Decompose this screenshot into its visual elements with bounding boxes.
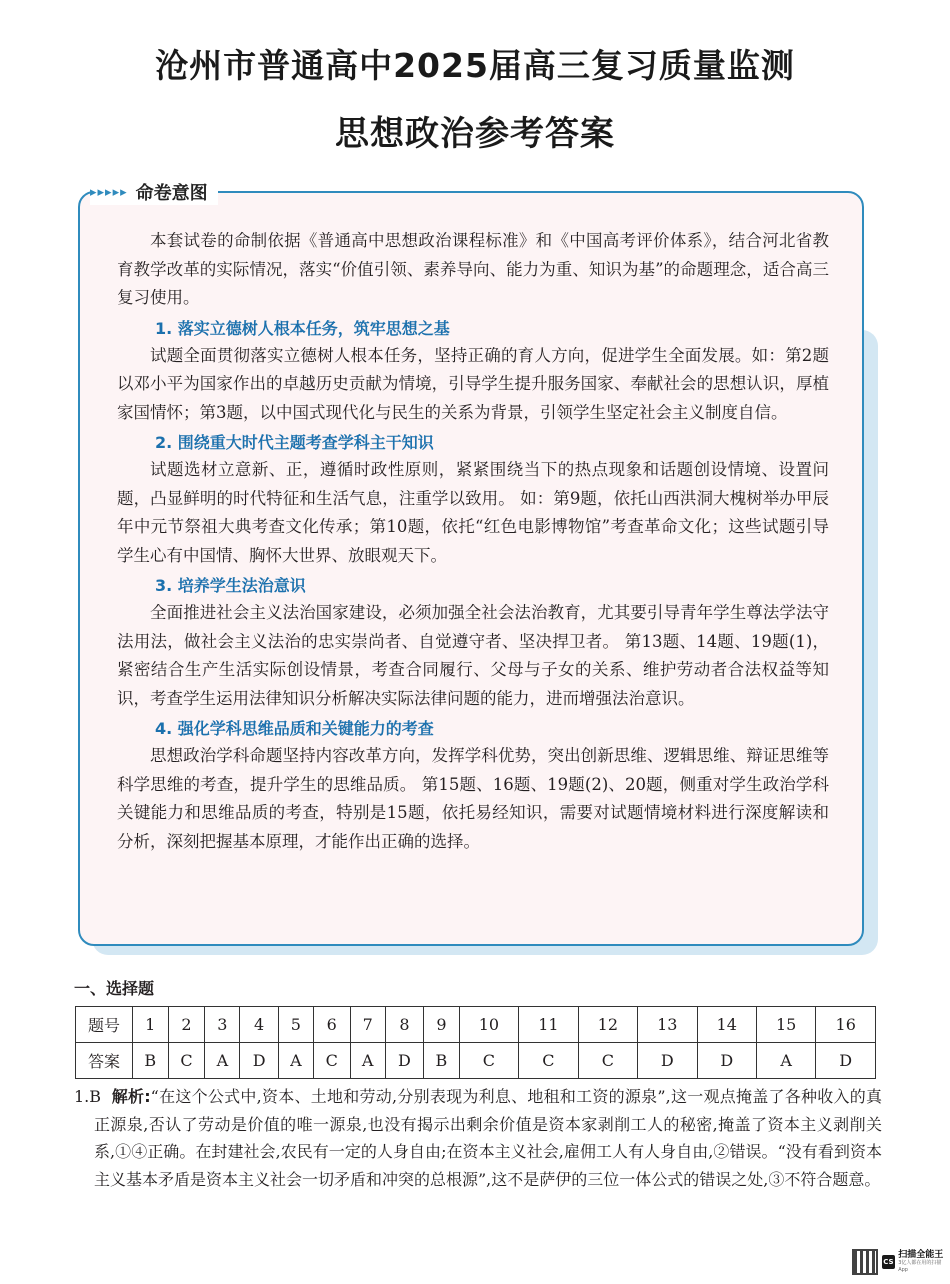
q-answer: D bbox=[638, 1043, 697, 1079]
q-num: 9 bbox=[424, 1007, 460, 1043]
scanner-watermark bbox=[852, 1249, 950, 1275]
q-num: 6 bbox=[313, 1007, 350, 1043]
q-num: 5 bbox=[278, 1007, 313, 1043]
analysis-text: “在这个公式中,资本、土地和劳动,分别表现为利息、地租和工资的源泉”,这一观点掩盖了各种收入的真正源泉,否认了劳动是价值的唯一源泉,也没有揭示出剩余价值是资本家剥削工人的秘密,掩盖了资本主义剥削关系,①④正确。在封建社会,农民有一定的人身自由;在资本主义社会,雇佣工人有人身自由,②错误。“没有看到资本主义基本矛盾是资本主义社会一切矛盾和冲突的总根源”,这不是萨伊的三位一体公式的错误之处,③不符合题意。 bbox=[94, 1087, 883, 1189]
answer-row bbox=[76, 1043, 876, 1079]
title-line-1: 沧州市普通高中2025届高三复习质量监测 bbox=[155, 46, 795, 85]
analysis-q1 bbox=[74, 1083, 882, 1193]
intent-section-4-text: 思想政治学科命题坚持内容改革方向，发挥学科优势，突出创新思维、逻辑思维、辩证思维等科学思维的考查，提升学生的思维品质。 第15题、16题、19题(2)、20题，侧重对学生政治学科关键能力和思维品质的考查，特别是15题，依托易经知识，需要对试题情境材料进行深度解读和分析，深刻把握基本原理，才能作出正确的选择。 bbox=[117, 746, 829, 851]
q-answer: C bbox=[578, 1043, 637, 1079]
arrow-decoration-icon: ▸▸▸▸▸ bbox=[90, 184, 128, 200]
q-answer: D bbox=[385, 1043, 423, 1079]
watermark-subtitle: 3亿人都在用的扫描App bbox=[898, 1260, 942, 1273]
intent-section-1-text: 试题全面贯彻落实立德树人根本任务，坚持正确的育人方向，促进学生全面发展。如：第2题以邓小平为国家作出的卓越历史贡献为情境，引导学生提升服务国家、奉献社会的思想认识，厚植家国情怀；第3题，以中国式现代化与民生的关系为背景，引领学生坚定社会主义制度自信。 bbox=[117, 345, 829, 422]
intent-section-2-heading: 2. 围绕重大时代主题考查学科主干知识 bbox=[155, 433, 434, 452]
qr-code-icon bbox=[852, 1249, 878, 1275]
intent-section-1-heading: 1. 落实立德树人根本任务，筑牢思想之基 bbox=[155, 318, 450, 338]
intent-box-header bbox=[90, 179, 218, 205]
q-num: 8 bbox=[385, 1007, 423, 1043]
q-num: 12 bbox=[578, 1007, 637, 1043]
q-num: 3 bbox=[205, 1007, 240, 1043]
answer-table bbox=[75, 1006, 876, 1079]
analysis-number: 1.B bbox=[74, 1087, 102, 1106]
intent-section-2-text: 试题选材立意新、正，遵循时政性原则，紧紧围绕当下的热点现象和话题创设情境、设置问题，凸显鲜明的时代特征和生活气息，注重学以致用。 如：第9题，依托山西洪洞大槐树举办甲辰年中元节祭祖大典考查文化传承；第10题，依托“红色电影博物馆”考查革命文化；这些试题引导学生心有中国情、胸怀大世界、放眼观天下。 bbox=[117, 460, 829, 565]
q-answer: B bbox=[133, 1043, 169, 1079]
q-answer: C bbox=[313, 1043, 350, 1079]
q-answer: A bbox=[350, 1043, 385, 1079]
q-num: 15 bbox=[756, 1007, 815, 1043]
row-label-answer: 答案 bbox=[76, 1043, 133, 1079]
intent-heading: 命卷意图 bbox=[135, 183, 208, 204]
q-answer: C bbox=[168, 1043, 205, 1079]
q-num: 7 bbox=[350, 1007, 385, 1043]
camscanner-logo-icon: CS bbox=[882, 1255, 896, 1269]
question-number-row bbox=[76, 1007, 876, 1043]
q-answer: D bbox=[240, 1043, 278, 1079]
q-answer: D bbox=[816, 1043, 876, 1079]
q-num: 4 bbox=[240, 1007, 278, 1043]
q-num: 14 bbox=[697, 1007, 756, 1043]
q-num: 10 bbox=[459, 1007, 518, 1043]
intent-section-3-heading: 3. 培养学生法治意识 bbox=[155, 576, 306, 595]
intent-content bbox=[117, 227, 829, 856]
q-answer: A bbox=[205, 1043, 240, 1079]
intent-section-3-text: 全面推进社会主义法治国家建设，必须加强全社会法治教育，尤其要引导青年学生尊法学法守法用法，做社会主义法治的忠实崇尚者、自觉遵守者、坚决捍卫者。 第13题、14题、19题(1)，紧密结合生产生活实际创设情景，考查合同履行、父母与子女的关系、维护劳动者合法权益等知识，考查学生运用法律知识分析解决实际法律问题的能力，进而增强法治意识。 bbox=[117, 603, 829, 708]
row-label-number: 题号 bbox=[76, 1007, 133, 1043]
section-title-choice: 一、选择题 bbox=[74, 979, 155, 998]
q-answer: A bbox=[756, 1043, 815, 1079]
q-num: 1 bbox=[133, 1007, 169, 1043]
intent-intro: 本套试卷的命制依据《普通高中思想政治课程标准》和《中国高考评价体系》，结合河北省教育教学改革的实际情况，落实“价值引领、素养导向、能力为重、知识为基”的命题理念，适合高三复习使用。 bbox=[117, 231, 829, 307]
q-answer: D bbox=[697, 1043, 756, 1079]
q-num: 13 bbox=[638, 1007, 697, 1043]
title-line-2: 思想政治参考答案 bbox=[335, 114, 615, 154]
intent-section-4-heading: 4. 强化学科思维品质和关键能力的考查 bbox=[155, 719, 434, 738]
q-answer: B bbox=[424, 1043, 460, 1079]
analysis-block bbox=[74, 1083, 882, 1193]
q-answer: C bbox=[519, 1043, 578, 1079]
q-num: 16 bbox=[816, 1007, 876, 1043]
q-answer: A bbox=[278, 1043, 313, 1079]
analysis-label: 解析: bbox=[111, 1087, 151, 1106]
q-answer: C bbox=[459, 1043, 518, 1079]
q-num: 2 bbox=[168, 1007, 205, 1043]
q-num: 11 bbox=[519, 1007, 578, 1043]
watermark-name: 扫描全能王 bbox=[898, 1250, 944, 1260]
